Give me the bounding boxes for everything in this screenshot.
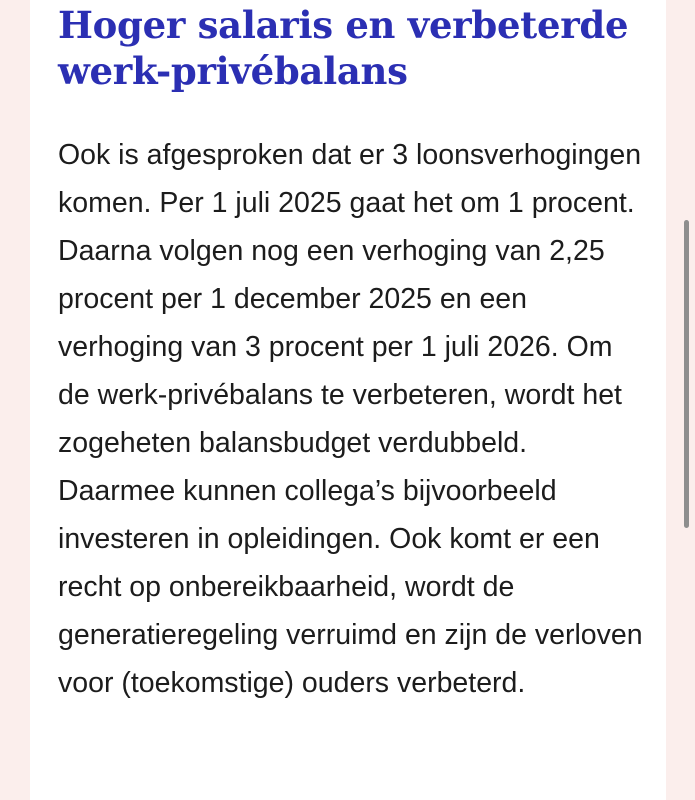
article-body: Ook is afgesproken dat er 3 loonsverhogingen komen. Per 1 juli 2025 gaat het om 1 procent. Daarna volgen nog een verhoging van 2,25 procent per 1 december 2025 en een verhoging van 3 procent per 1 juli 2026. Om de werk-privébalans te verbeteren, wordt het zogeheten balansbudget verdubbeld. Daarmee kunnen collega’s bijvoorbeeld investeren in opleidingen. Ook komt er een recht op onbereikbaarheid, wordt de generatieregeling verruimd en zijn de verloven voor (toekomstige) ouders verbeterd. [58, 139, 643, 699]
article-heading: Hoger salaris en verbeterde werk-privébalans [58, 3, 629, 93]
article-card [30, 0, 666, 800]
scrollbar[interactable] [684, 220, 689, 528]
